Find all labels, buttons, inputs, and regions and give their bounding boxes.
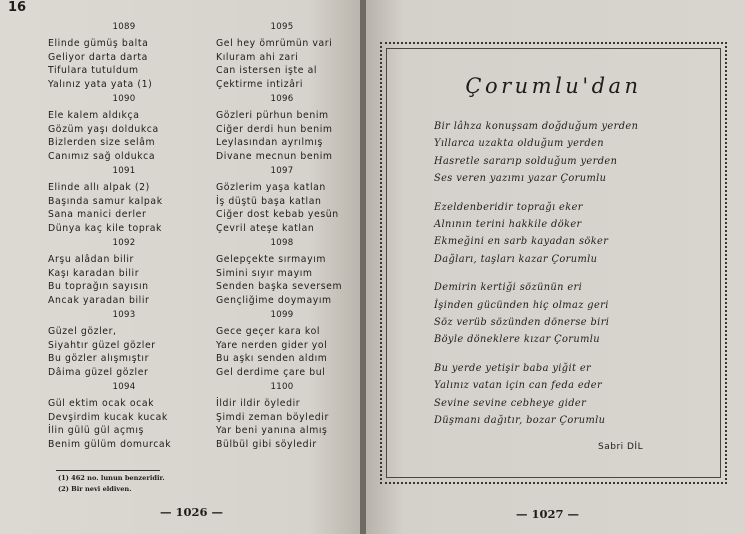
poem-line: Yalınız vatan için can feda eder	[434, 380, 603, 392]
poem-line: Bu yerde yetişir baba yiğit er	[434, 362, 592, 374]
verse-line: Çevril ateşe katlan	[216, 223, 315, 235]
page-number-top: 16	[8, 0, 27, 15]
verse-line: Kaşı karadan bilir	[48, 267, 140, 279]
verse-line: Leylasından ayrılmış	[216, 137, 323, 149]
verse-number: 1092	[112, 237, 136, 248]
verse-number: 1093	[112, 309, 136, 320]
verse-line: Bizlerden size selâm	[48, 137, 156, 149]
poem-stanza	[434, 360, 638, 430]
verse-line: Ancak yaradan bilir	[48, 295, 150, 307]
poem-stanza	[434, 199, 638, 269]
poem-body	[434, 118, 638, 441]
verse-block	[216, 381, 346, 452]
verse-line: Bu toprağın sayısın	[48, 281, 149, 293]
poem-line: Böyle döneklere kızar Çorumlu	[434, 334, 601, 346]
verse-line: Çektirme intizâri	[216, 79, 304, 91]
verse-line: Senden başka seversem	[216, 281, 343, 293]
verse-line: Bu gözler alışmıştır	[48, 353, 150, 365]
verse-line: Arşu alâdan bilir	[48, 253, 134, 265]
poem-stanza	[434, 118, 638, 188]
verse-line: Simini sıyır mayım	[216, 267, 313, 279]
left-page	[0, 0, 362, 534]
verse-line: Şimdi zeman böyledir	[216, 411, 329, 423]
verse-number: 1094	[112, 381, 136, 392]
poem-title: Çorumlu'dan	[465, 74, 642, 98]
verse-line: Ele kalem aldıkça	[48, 109, 140, 121]
verse-line: Gel hey ömrümün vari	[216, 37, 333, 49]
verse-line: Siyahtır güzel gözler	[48, 339, 156, 351]
verse-number: 1089	[112, 22, 136, 32]
footnote-rule	[56, 470, 160, 471]
verse-line: Bu aşkı senden aldım	[216, 353, 328, 365]
verse-number: 1091	[112, 165, 136, 176]
verse-line: Yare nerden gider yol	[216, 339, 328, 351]
verse-line: Gözleri pürhun benim	[216, 109, 329, 121]
verse-number: 1099	[270, 309, 294, 320]
poem-line: Dağları, taşları kazar Çorumlu	[434, 253, 598, 265]
verse-block	[48, 93, 178, 164]
verse-block	[216, 237, 346, 308]
poem-line: Ses veren yazımı yazar Çorumlu	[434, 173, 607, 185]
verse-number: 1097	[270, 165, 294, 176]
verse-line: Ciğer dost kebab yesün	[216, 209, 339, 221]
verse-number: 1100	[270, 381, 294, 392]
verse-line: Güzel gözler,	[48, 325, 117, 337]
verse-line: Gül ektim ocak ocak	[48, 397, 155, 409]
poem-line: Yıllarca uzakta olduğum yerden	[434, 138, 604, 150]
verse-line: Ciğer derdi hun benim	[216, 123, 333, 135]
poem-line: Alnının terini hakkile döker	[434, 219, 582, 231]
verse-line: İlin gülü gül açmış	[48, 425, 145, 437]
verse-block	[216, 309, 346, 380]
poem-line: İşinden gücünden hiç olmaz geri	[434, 299, 609, 311]
verse-line: Gözüm yaşı doldukca	[48, 123, 159, 135]
poem-line: Sevine sevine cebheye gider	[434, 397, 587, 409]
verse-line: Sana manici derler	[48, 209, 147, 221]
verse-block	[48, 165, 178, 236]
page-number-bottom: — 1027 —	[516, 507, 580, 521]
verse-line: Divane mecnun benim	[216, 151, 333, 163]
verse-block	[48, 21, 178, 92]
verse-line: Gel derdime çare bul	[216, 367, 326, 379]
footnotes	[58, 473, 165, 495]
poem-line: Ezeldenberidir toprağı eker	[434, 201, 583, 213]
footnote: (2) Bir nevi eldiven.	[58, 485, 132, 493]
poem-line: Hasretle sararıp solduğum yerden	[434, 155, 618, 167]
verse-line: Can istersen işte al	[216, 65, 318, 77]
verse-number: 1096	[270, 93, 294, 104]
dotted-frame	[380, 42, 727, 484]
right-page	[366, 0, 745, 534]
verse-line: Elinde gümüş balta	[48, 37, 149, 49]
verse-line: Dâima güzel gözler	[48, 367, 149, 379]
verse-block	[216, 93, 346, 164]
poem-line: Bir lâhza konuşsam doğduğum yerden	[434, 121, 639, 132]
poem-line: Düşmanı dağıtır, bozar Çorumlu	[434, 415, 606, 427]
verse-line: Elinde allı alpak (2)	[48, 181, 150, 193]
verse-block	[216, 165, 346, 236]
verse-line: İş düştü başa katlan	[216, 195, 322, 207]
verse-line: Gelepçekte sırmayım	[216, 253, 327, 265]
verse-block	[216, 21, 346, 92]
poem-stanza	[434, 279, 638, 349]
poem-line: Demirin kertiği sözünün eri	[434, 282, 583, 294]
footnote: (1) 462 no. lunun benzeridir.	[58, 474, 165, 482]
verse-line: Yar beni yanına almış	[216, 425, 328, 437]
page-number-bottom: — 1026 —	[160, 505, 224, 519]
verse-block	[48, 381, 178, 452]
poem-author: Sabri DİL	[598, 442, 644, 452]
verse-line: Gece geçer kara kol	[216, 325, 321, 337]
verse-line: Canımız sağ oldukca	[48, 151, 156, 163]
verse-block	[48, 309, 178, 380]
verse-line: Benim gülüm domurcak	[48, 439, 172, 451]
verse-number: 1098	[270, 237, 294, 248]
verse-line: Bülbül gibi söyledir	[216, 439, 317, 451]
verse-line: Dünya kaç kile toprak	[48, 223, 163, 235]
verse-line: Kıluram ahi zari	[216, 51, 299, 63]
verse-line: Devşirdim kucak kucak	[48, 411, 168, 423]
verse-number: 1090	[112, 93, 136, 104]
verse-number: 1095	[270, 22, 294, 32]
verse-column-right	[216, 20, 346, 452]
verse-line: Gözlerim yaşa katlan	[216, 181, 326, 193]
verse-line: Başında samur kalpak	[48, 195, 163, 207]
verse-line: Gençliğime doymayım	[216, 295, 332, 307]
verse-line: Yalınız yata yata (1)	[48, 79, 153, 91]
verse-line: Geliyor darta darta	[48, 51, 148, 63]
poem-line: Söz verüb sözünden dönerse biri	[434, 317, 610, 329]
verse-line: Tifulara tutuldum	[48, 65, 139, 77]
verse-line: İldir ildir öyledir	[216, 397, 301, 409]
verse-block	[48, 237, 178, 308]
verse-column-left	[48, 20, 178, 452]
poem-line: Ekmeğini en sarb kayadan söker	[434, 236, 609, 248]
